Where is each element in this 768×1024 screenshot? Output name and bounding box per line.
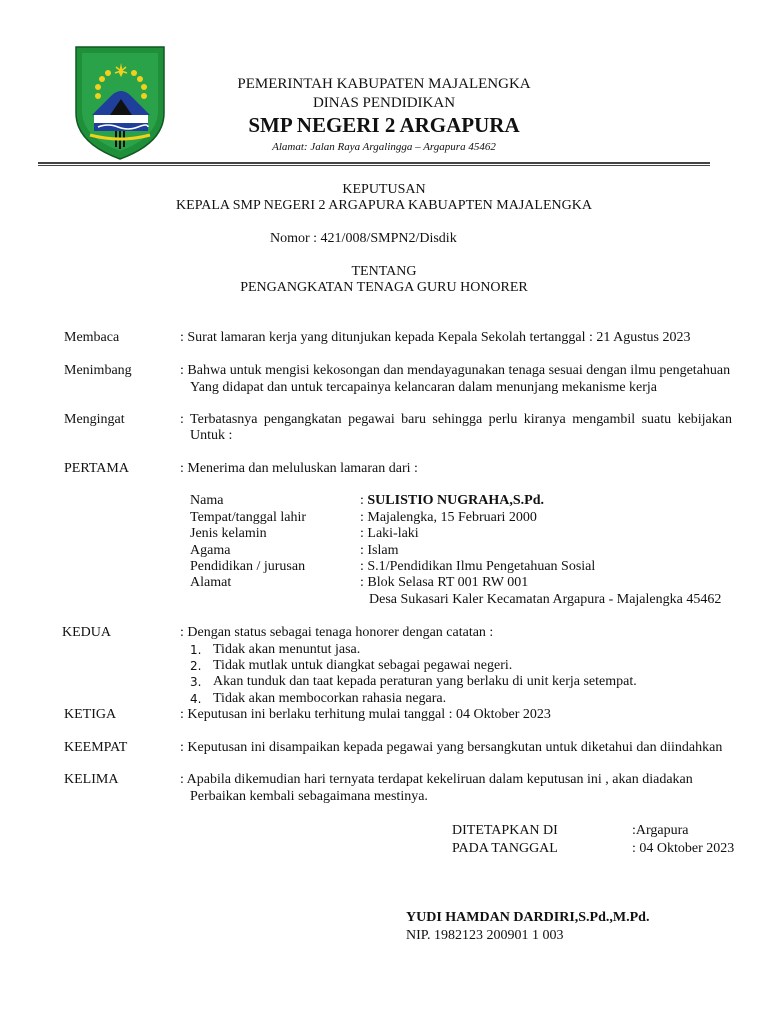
mengingat-text-line1: : Terbatasnya pengangkatan pegawai baru sehingga perlu kiranya mengambil suatu kebijakan [180, 412, 732, 427]
ketiga-label: KETIGA [64, 707, 117, 722]
nama-value [360, 493, 544, 509]
alamat-value-line2: Desa Sukasari Kaler Kecamatan Argapura - Majalengka 45462 [369, 592, 722, 607]
ditetapkan-label: DITETAPKAN DI [452, 823, 558, 838]
pendidikan-value: : S.1/Pendidikan Ilmu Pengetahuan Sosial [360, 559, 596, 574]
ttl-value: : Majalengka, 15 Februari 2000 [360, 510, 537, 525]
letterhead-address: Alamat: Jalan Raya Argalingga – Argapura 45462 [272, 141, 496, 153]
agama-value: : Islam [360, 543, 399, 558]
pertama-text: : Menerima dan meluluskan lamaran dari : [180, 461, 418, 476]
kedua-item-text: Akan tunduk dan taat kepada peraturan yang berlaku di unit kerja setempat. [213, 674, 637, 689]
kelima-text-line1: : Apabila dikemudian hari ternyata terdapat kekeliruan dalam keputusan ini , akan diadakan [180, 772, 693, 787]
mengingat-text-line2: Untuk : [190, 428, 233, 443]
decree-tentang: TENTANG [351, 264, 417, 279]
tanggal-label: PADA TANGGAL [452, 841, 558, 856]
tanggal-value: : 04 Oktober 2023 [632, 841, 735, 856]
decree-number: Nomor : 421/008/SMPN2/Disdik [270, 231, 457, 246]
keempat-label: KEEMPAT [64, 740, 128, 755]
agama-label: Agama [190, 543, 231, 558]
kedua-item-text: Tidak akan membocorkan rahasia negara. [213, 691, 447, 706]
kedua-item-number: 1. [190, 643, 202, 657]
decree-issuer: KEPALA SMP NEGERI 2 ARGAPURA KABUAPTEN MAJALENGKA [176, 198, 592, 213]
keempat-text: : Keputusan ini disampaikan kepada pegawai yang bersangkutan untuk diketahui dan diindahkan [180, 740, 723, 755]
nama-colon: : [360, 493, 368, 508]
menimbang-label: Menimbang [64, 363, 132, 378]
kelima-label: KELIMA [64, 772, 119, 787]
kedua-item-number: 2. [190, 659, 202, 673]
kedua-item-number: 4. [190, 692, 202, 706]
kedua-label: KEDUA [62, 625, 111, 640]
pendidikan-label: Pendidikan / jurusan [190, 559, 306, 574]
nama-label: Nama [190, 493, 224, 508]
alamat-value-line1: : Blok Selasa RT 001 RW 001 [360, 575, 529, 590]
membaca-text: : Surat lamaran kerja yang ditunjukan kepada Kepala Sekolah tertanggal : 21 Agustus 2023 [180, 330, 691, 345]
alamat-label: Alamat [190, 575, 232, 590]
kelima-text-line2: Perbaikan kembali sebagaimana mestinya. [190, 789, 428, 804]
menimbang-text-line2: Yang didapat dan untuk tercapainya kelancaran dalam menunjang mekanisme kerja [190, 380, 658, 395]
ditetapkan-value: :Argapura [632, 823, 689, 838]
decree-subject: PENGANGKATAN TENAGA GURU HONORER [240, 280, 528, 295]
ttl-label: Tempat/tanggal lahir [190, 510, 307, 525]
letterhead-department: DINAS PENDIDIKAN [312, 95, 456, 111]
membaca-label: Membaca [64, 330, 120, 345]
kedua-item-text: Tidak akan menuntut jasa. [213, 642, 361, 657]
decree-title: KEPUTUSAN [342, 182, 426, 197]
menimbang-text-line1: : Bahwa untuk mengisi kekosongan dan mendayagunakan tenaga sesuai dengan ilmu pengetahuan [180, 363, 731, 378]
letterhead-divider-thin [38, 165, 710, 166]
letterhead-divider-thick [38, 162, 710, 164]
signatory-nip: NIP. 1982123 200901 1 003 [406, 928, 564, 943]
nama-text: SULISTIO NUGRAHA,S.Pd. [367, 493, 544, 508]
ketiga-text: : Keputusan ini berlaku terhitung mulai tanggal : 04 Oktober 2023 [180, 707, 551, 722]
signatory-name: YUDI HAMDAN DARDIRI,S.Pd.,M.Pd. [406, 910, 650, 925]
jenis-kelamin-label: Jenis kelamin [190, 526, 267, 541]
kedua-text: : Dengan status sebagai tenaga honorer dengan catatan : [180, 625, 494, 640]
kedua-item-number: 3. [190, 675, 202, 689]
letterhead-school-name: SMP NEGERI 2 ARGAPURA [248, 113, 520, 137]
mengingat-label: Mengingat [64, 412, 125, 427]
letterhead-government: PEMERINTAH KABUPATEN MAJALENGKA [237, 76, 531, 92]
pertama-label: PERTAMA [64, 461, 129, 476]
kedua-item-text: Tidak mutlak untuk diangkat sebagai pegawai negeri. [213, 658, 513, 673]
jenis-kelamin-value: : Laki-laki [360, 526, 419, 541]
